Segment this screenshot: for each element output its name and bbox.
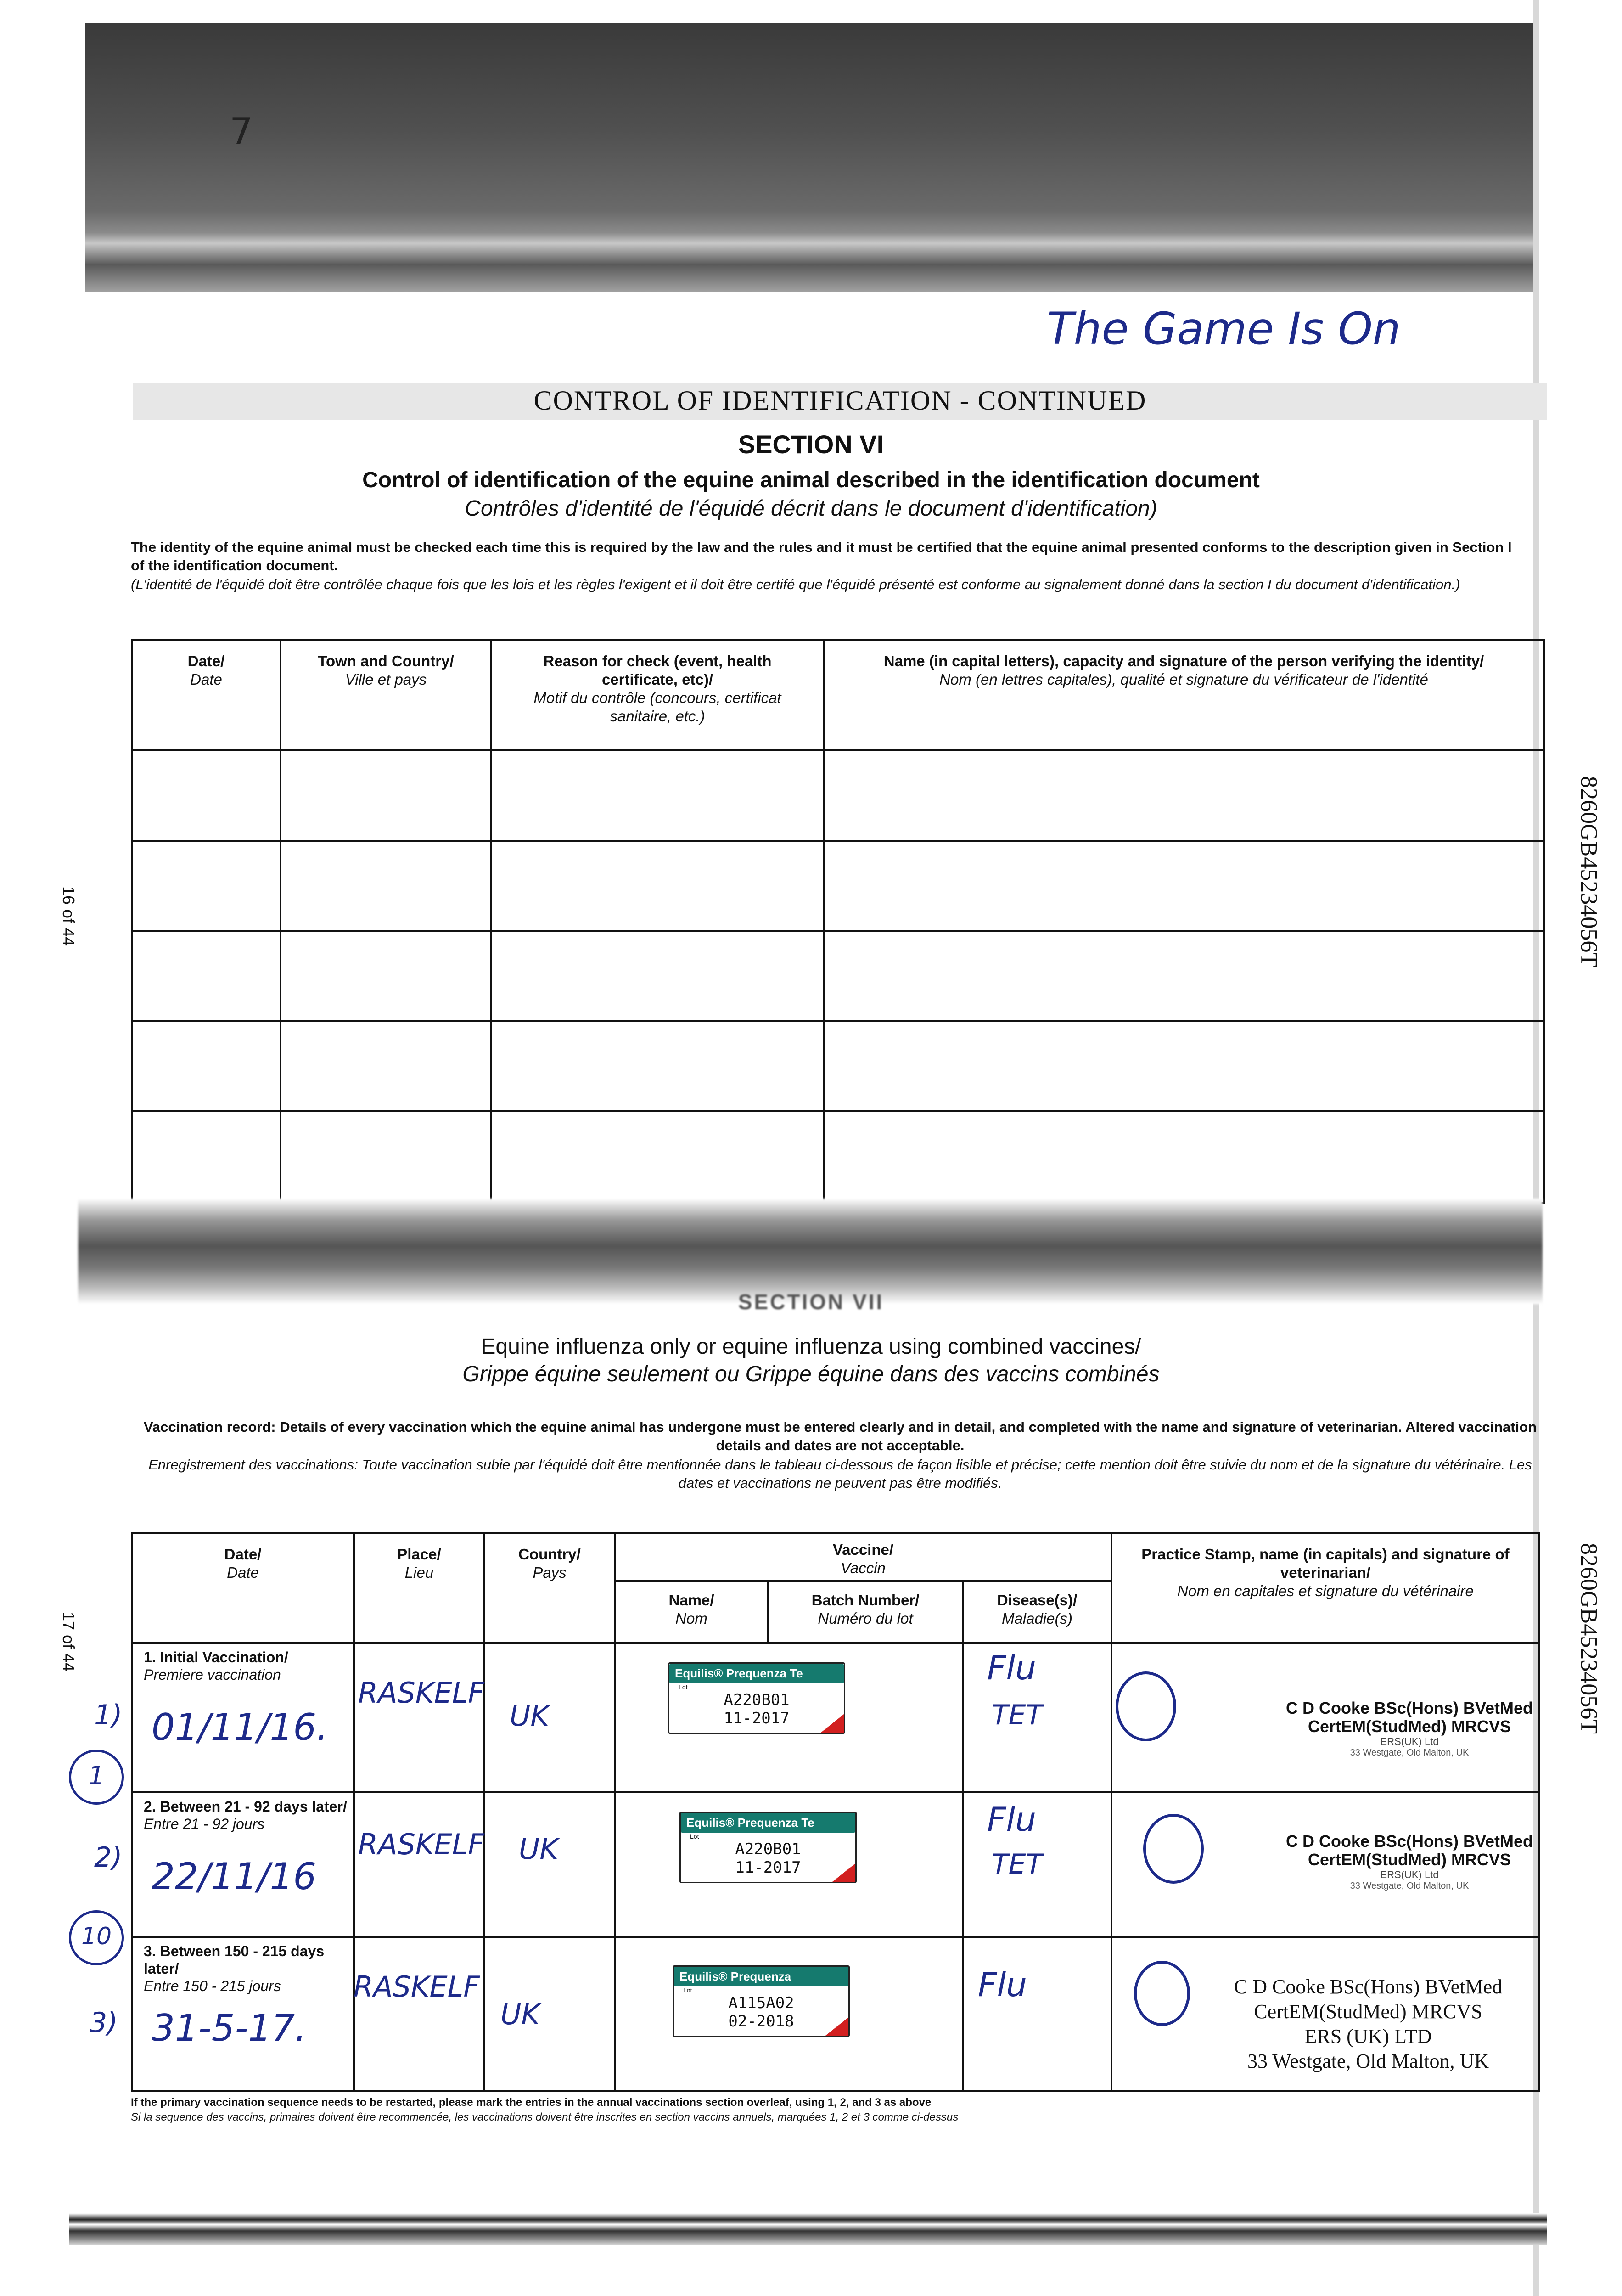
vet-signature-3 xyxy=(1134,1961,1190,2026)
row2-country: UK xyxy=(519,1832,559,1866)
section-vi-title: SECTION VI xyxy=(738,430,884,459)
page-label-16: 16 of 44 xyxy=(59,886,78,946)
scan-shadow-top xyxy=(85,23,1539,292)
header-bar-title: CONTROL OF IDENTIFICATION - CONTINUED xyxy=(533,385,1147,416)
identification-table xyxy=(131,639,1545,1204)
row3-date: 31-5-17. xyxy=(152,2007,307,2049)
row3-country: UK xyxy=(500,1998,540,2031)
row-label: 1. Initial Vaccination/ Premiere vaccination xyxy=(144,1649,288,1683)
vet-signature-1 xyxy=(1116,1671,1176,1741)
col-reason-header: Reason for check (event, health certificate, etc)/ Motif du contrôle (concours, certificat sanitaire, etc.) xyxy=(491,640,824,750)
vet-stamp-1: C D Cooke BSc(Hons) BVetMed CertEM(StudMed) MRCVS ERS(UK) Ltd 33 Westgate, Old Malton, UK xyxy=(1285,1699,1533,1758)
section-vi-intro-fr: (L'identité de l'équidé doit être contrôlée chaque fois que les lois et les règles l'exigent et il doit être certifé que l'équidé présenté est conforme au signalement donné dans la section I du document d'identification.) xyxy=(131,576,1460,592)
row1-place: RASKELF xyxy=(358,1676,484,1710)
section-vi-intro-en: The identity of the equine animal must be checked each time this is required by the law and the rules and it must be certified that the equine animal presented conforms to the description given in Section I of the identification document. xyxy=(131,539,1512,574)
row2-disease-1: Flu xyxy=(987,1800,1037,1839)
row2-place: RASKELF xyxy=(358,1828,484,1861)
table-row xyxy=(132,1111,1544,1203)
col-batch-header: Batch Number/ Numéro du lot xyxy=(768,1581,963,1643)
col-vaccine-name-header: Name/ Nom xyxy=(615,1581,768,1643)
row2-date: 22/11/16 xyxy=(152,1855,317,1898)
col-date-header: Date/ Date xyxy=(132,1533,354,1643)
table-row xyxy=(132,750,1544,840)
vet-signature-2 xyxy=(1143,1814,1204,1884)
section-vii-subtitle-en: Equine influenza only or equine influenza using combined vaccines/ xyxy=(481,1334,1141,1359)
vaccination-record-fr: Enregistrement des vaccinations: Toute vaccination subie par l'équidé doit être mentionnée dans le tableau ci-dessous de façon lisible et précise; cette mention doit être suivie du nom et de la signature du vétérinaire. Les dates et vaccinations ne peuvent pas être modifiés. xyxy=(148,1457,1532,1491)
vet-stamp-3: C D Cooke BSc(Hons) BVetMed CertEM(StudMed) MRCVS ERS (UK) LTD 33 Westgate, Old Malton, UK xyxy=(1234,1975,1503,2072)
col-disease-header: Disease(s)/ Maladie(s) xyxy=(963,1581,1111,1643)
row2-disease-2: TET xyxy=(992,1848,1043,1880)
col-country-header: Country/ Pays xyxy=(484,1533,615,1643)
section-vii-title: SECTION VII xyxy=(738,1290,884,1314)
footnote-fr: Si la sequence des vaccins, primaires doivent être recommencée, les vaccinations doivent être inscrites en section vaccins annuels, marquées 1, 2 et 3 comme ci-dessus xyxy=(131,2111,959,2123)
vaccine-sticker-1: Equilis® Prequenza Te Lot A220B01 11-2017 xyxy=(668,1662,845,1734)
row1-country: UK xyxy=(510,1699,550,1733)
row3-disease-1: Flu xyxy=(978,1965,1027,2004)
page-label-17: 17 of 44 xyxy=(59,1612,78,1672)
table-row xyxy=(132,841,1544,931)
section-vi-subtitle-en: Control of identification of the equine animal described in the identification document xyxy=(362,468,1260,492)
side-code-lower: 8260GB45234056T xyxy=(1576,1543,1602,1734)
side-circle-2: 10 xyxy=(69,1910,124,1965)
col-town-header: Town and Country/ Ville et pays xyxy=(281,640,491,750)
scan-shadow-bottom xyxy=(69,2213,1547,2245)
side-number-2: 2) xyxy=(94,1841,123,1874)
section-vii-subtitle-fr: Grippe équine seulement ou Grippe équine dans des vaccins combinés xyxy=(462,1362,1160,1386)
vet-stamp-2: C D Cooke BSc(Hons) BVetMed CertEM(StudMed) MRCVS ERS(UK) Ltd 33 Westgate, Old Malton, UK xyxy=(1285,1832,1533,1891)
side-number-3: 3) xyxy=(90,2007,118,2039)
row-label: 2. Between 21 - 92 days later/ Entre 21 - 92 jours xyxy=(144,1798,347,1832)
scan-shadow-middle xyxy=(78,1199,1543,1304)
row-label: 3. Between 150 - 215 days later/ Entre 150 - 215 jours xyxy=(144,1943,325,1994)
footnote-en: If the primary vaccination sequence needs to be restarted, please mark the entries in the annual vaccinations section overleaf, using 1, 2, and 3 as above xyxy=(131,2096,932,2109)
handwritten-title: The Game Is On xyxy=(1047,303,1401,355)
row1-disease-1: Flu xyxy=(987,1649,1037,1687)
vaccination-record-en: Vaccination record: Details of every vaccination which the equine animal has undergone must be entered clearly and in detail, and completed with the name and signature of veterinarian. Altered vaccination details and dates are not acceptable. xyxy=(143,1419,1537,1453)
col-date-header: Date/ Date xyxy=(132,640,281,750)
row3-place: RASKELF xyxy=(354,1970,480,2003)
col-verifier-header: Name (in capital letters), capacity and signature of the person verifying the identity/ Nom (en lettres capitales), qualité et signature du vérificateur de l'identité xyxy=(824,640,1544,750)
side-code-upper: 8260GB45234056T xyxy=(1576,776,1602,967)
vaccine-sticker-3: Equilis® Prequenza Lot A115A02 02-2018 xyxy=(673,1965,850,2037)
table-row xyxy=(132,1021,1544,1111)
side-circle-1: 1 xyxy=(69,1750,124,1805)
col-vet-header: Practice Stamp, name (in capitals) and signature of veterinarian/ Nom en capitales et signature du vétérinaire xyxy=(1111,1533,1539,1643)
section-vi-subtitle-fr: Contrôles d'identité de l'équidé décrit dans le document d'identification) xyxy=(465,496,1157,521)
side-number-1: 1) xyxy=(94,1699,123,1731)
col-vaccine-header: Vaccine/ Vaccin xyxy=(615,1533,1111,1581)
table-row xyxy=(132,931,1544,1021)
row1-date: 01/11/16. xyxy=(152,1706,328,1749)
col-place-header: Place/ Lieu xyxy=(354,1533,484,1643)
row1-disease-2: TET xyxy=(992,1699,1043,1731)
vaccine-sticker-2: Equilis® Prequenza Te Lot A220B01 11-2017 xyxy=(679,1812,857,1883)
top-mark: 7 xyxy=(230,110,253,153)
